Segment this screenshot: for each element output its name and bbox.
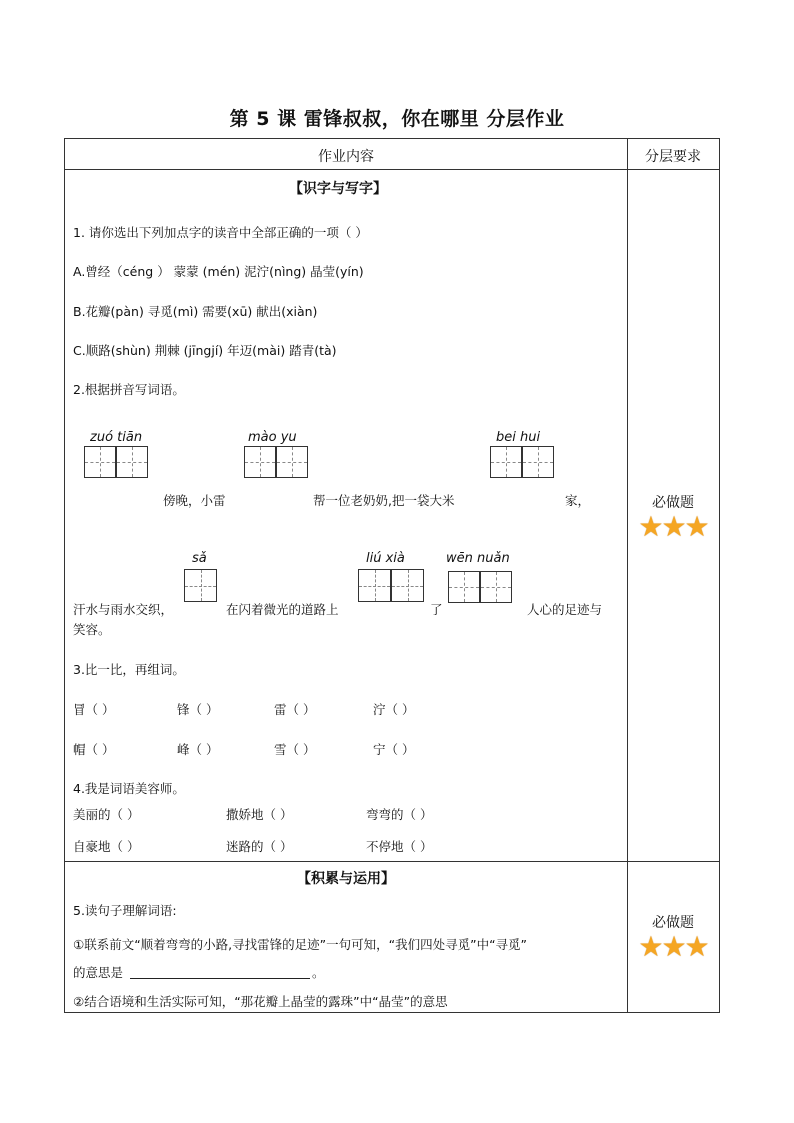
q4-item: 美丽的（ ） <box>73 807 140 822</box>
section-divider <box>64 861 720 862</box>
writing-box[interactable] <box>522 446 554 478</box>
col-header-content: 作业内容 <box>318 149 374 165</box>
table-left-border <box>64 138 65 1013</box>
requirement-label: 必做题 <box>652 915 694 931</box>
q4-item: 撒娇地（ ） <box>226 807 293 822</box>
section-heading-literacy: 【识字与写字】 <box>289 181 387 197</box>
column-divider <box>627 138 628 1013</box>
q3-item: 峰（ ） <box>177 742 219 757</box>
header-bottom-border <box>64 169 720 170</box>
q4-item: 迷路的（ ） <box>226 839 293 854</box>
writing-box[interactable] <box>391 569 424 602</box>
q4-item: 弯弯的（ ） <box>366 807 433 822</box>
sentence-part: 笑容。 <box>73 622 111 637</box>
writing-box[interactable] <box>244 446 276 478</box>
q2-stem: 2.根据拼音写词语。 <box>73 382 185 397</box>
writing-box[interactable] <box>490 446 522 478</box>
pinyin-wennuan: wēn nuǎn <box>446 551 510 566</box>
q3-item: 泞（ ） <box>373 702 415 717</box>
sentence-part: 家， <box>565 493 591 508</box>
pinyin-maoyu: mào yu <box>248 430 297 445</box>
q4-item: 自豪地（ ） <box>73 839 140 854</box>
table-right-border <box>719 138 720 1013</box>
q5-line2-prefix: 的意思是 <box>73 965 124 980</box>
sentence-part: 汗水与雨水交织， <box>73 602 174 617</box>
q3-item: 宁（ ） <box>373 742 415 757</box>
q5-stem: 5.读句子理解词语: <box>73 903 177 918</box>
requirement-label: 必做题 <box>652 495 694 511</box>
q3-item: 雪（ ） <box>274 742 316 757</box>
writing-box[interactable] <box>358 569 391 602</box>
q5-line1: ①联系前文“顺着弯弯的小路,寻找雷锋的足迹”一句可知，“我们四处寻觅”中“寻觅” <box>73 937 528 952</box>
writing-box[interactable] <box>84 446 116 478</box>
q1-option-a: A.曾经（céng ） 蒙蒙 (mén) 泥泞(nìng) 晶莹(yín) <box>73 264 364 279</box>
answer-blank[interactable] <box>130 963 310 979</box>
writing-box[interactable] <box>448 571 480 603</box>
q4-stem: 4.我是词语美容师。 <box>73 781 185 796</box>
q3-stem: 3.比一比，再组词。 <box>73 662 185 677</box>
pinyin-zuotian: zuó tiān <box>90 430 143 445</box>
col-header-requirement: 分层要求 <box>645 149 701 165</box>
q3-item: 帽（ ） <box>73 742 115 757</box>
q4-item: 不停地（ ） <box>366 839 433 854</box>
sentence-part: 了 <box>430 602 443 617</box>
sentence-part: 在闪着微光的道路上 <box>226 602 339 617</box>
q3-item: 雷（ ） <box>274 702 316 717</box>
pinyin-sa: sǎ <box>192 551 207 566</box>
page-title: 第 5 课 雷锋叔叔，你在哪里 分层作业 <box>229 108 565 130</box>
table-top-border <box>64 138 720 139</box>
star-rating-icon: ★★★ <box>638 930 708 963</box>
pinyin-beihui: bei hui <box>496 430 541 445</box>
q5-line2-suffix: 。 <box>312 965 325 980</box>
pinyin-liuxia: liú xià <box>366 551 405 566</box>
q1-stem: 1. 请你选出下列加点字的读音中全部正确的一项（ ） <box>73 225 368 240</box>
table-bottom-border <box>64 1012 720 1013</box>
sentence-part: 傍晚，小雷 <box>163 493 226 508</box>
q1-option-b: B.花瓣(pàn) 寻觅(mì) 需要(xū) 献出(xiàn) <box>73 304 318 319</box>
writing-box[interactable] <box>184 569 217 602</box>
writing-box[interactable] <box>276 446 308 478</box>
writing-box[interactable] <box>480 571 512 603</box>
sentence-part: 人心的足迹与 <box>527 602 603 617</box>
q3-item: 冒（ ） <box>73 702 115 717</box>
q3-item: 锋（ ） <box>177 702 219 717</box>
sentence-part: 帮一位老奶奶,把一袋大米 <box>313 493 455 508</box>
writing-box[interactable] <box>116 446 148 478</box>
star-rating-icon: ★★★ <box>638 510 708 543</box>
q1-option-c: C.顺路(shùn) 荆棘 (jīngjí) 年迈(mài) 踏青(tà) <box>73 343 337 358</box>
q5-line3: ②结合语境和生活实际可知，“那花瓣上晶莹的露珠”中“晶莹”的意思 <box>73 994 448 1009</box>
section-heading-accumulation: 【积累与运用】 <box>297 871 395 887</box>
